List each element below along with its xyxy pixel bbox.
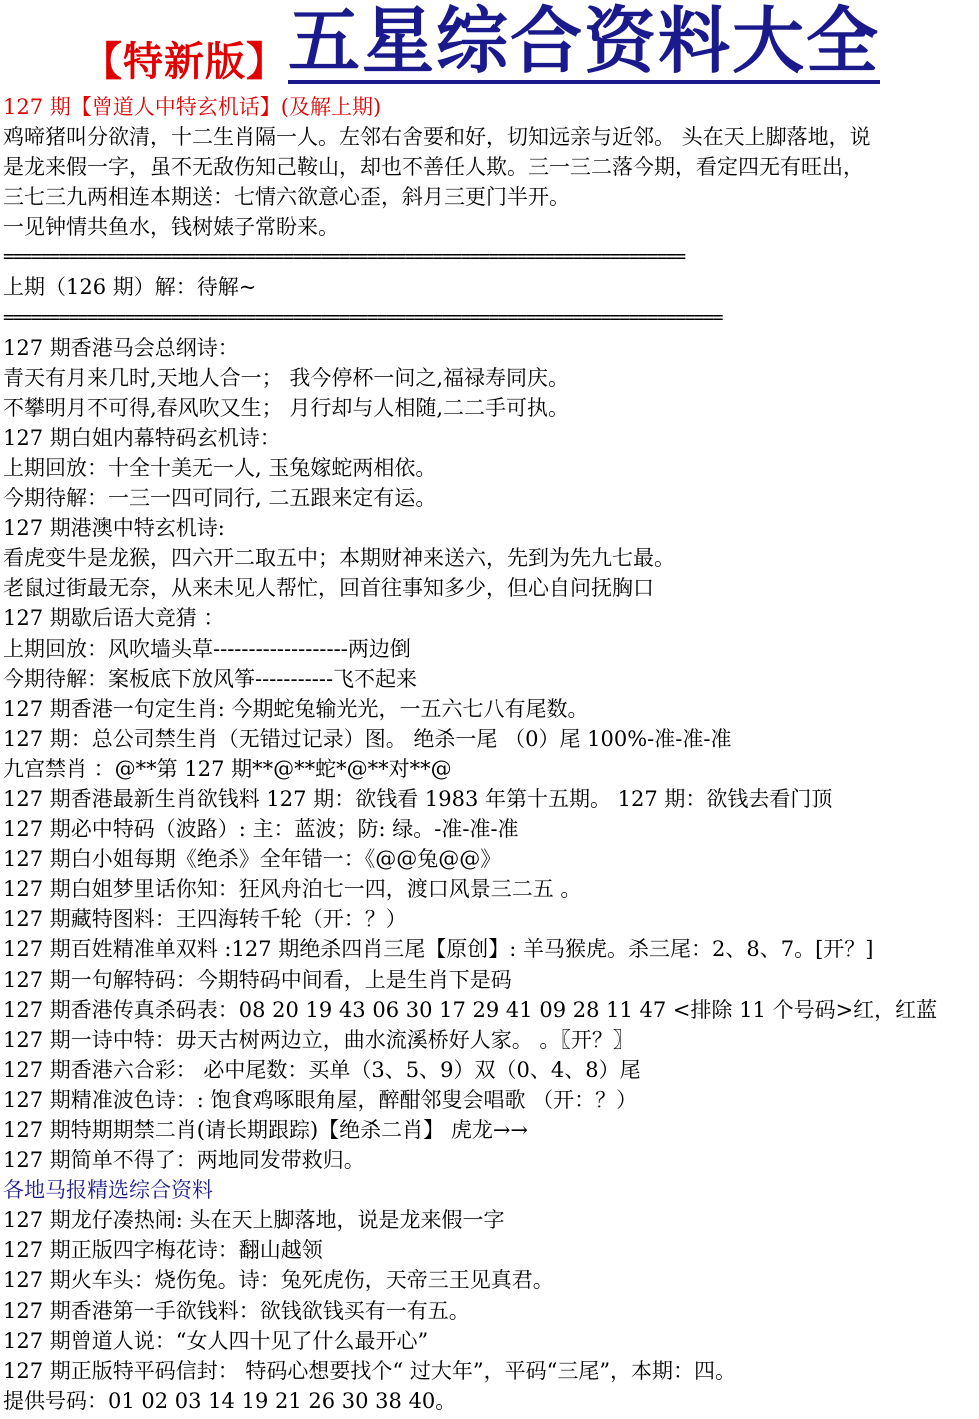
section-heading: 各地马报精选综合资料 [3, 1178, 213, 1203]
list-item: 上期回放：十全十美无一人, 玉兔嫁蛇两相依。 [3, 455, 437, 480]
list-item: 127 期白小姐每期《绝杀》全年错一：《@@兔@@》 [3, 847, 502, 872]
header [0, 0, 979, 92]
list-item: 127 期精准波色诗：: 饱食鸡啄眼角屋，醉酣邻叟会唱歌 （开：？） [3, 1087, 638, 1112]
list-item: 127 期正版四字梅花诗：翻山越领 [3, 1238, 323, 1263]
list-item: 127 期香港第一手欲钱料：欲钱欲钱买有一有五。 [3, 1298, 470, 1323]
zeng-line: 鸡啼猪叫分欲清，十二生肖隔一人。左邻右舍要和好，切知远亲与近邻。 头在天上脚落地，说 [3, 125, 871, 150]
list-item: 今期待解：一三一四可同行, 二五跟来定有运。 [3, 486, 437, 511]
list-item: 127 期歇后语大竞猜 ： [3, 606, 225, 631]
list-item: 127 期正版特平码信封： 特码心想要找个“ 过大年”，平码“三尾”，本期：四。 [3, 1358, 737, 1383]
list-item: 127 期藏特图料：王四海转千轮（开：？） [3, 907, 407, 932]
list-item: 127 期必中特码（波路）: 主：蓝波；防: 绿。-准-准-准 [3, 817, 519, 842]
list-item: 127 期百姓精准单双料 :127 期绝杀四肖三尾【原创】: 羊马猴虎。杀三尾：2、8、7。[开？] [3, 937, 874, 962]
last-issue-line: 上期（126 期）解：待解~ [3, 275, 257, 300]
list-item: 127 期香港最新生肖欲钱料 127 期：欲钱看 1983 年第十五期。 127 期：欲钱去看门顶 [3, 786, 833, 811]
list-item: 127 期白姐内幕特码玄机诗： [3, 425, 281, 450]
list-item: 老鼠过街最无奈，从来未见人帮忙，回首往事知多少，但心自问抚胸口 [3, 576, 654, 601]
list-item: 127 期一句解特码：今期特码中间看，上是生肖下是码 [3, 967, 512, 992]
zeng-heading: 127 期【曾道人中特玄机话】(及解上期) [3, 95, 382, 119]
separator: ============================================================================= [3, 306, 722, 328]
zeng-line: 是龙来假一字，虽不无敌伤知己鞍山，却也不善任人欺。三一三二落今期，看定四无有旺出， [3, 155, 864, 180]
zeng-line: 三七三九两相连本期送：七情六欲意心歪，斜月三更门半开。 [3, 185, 570, 210]
edition-badge: 【特新版】 [82, 38, 287, 85]
list-item: 127 期一诗中特：毋天古树两边立，曲水流溪桥好人家。 。〖开？〗 [3, 1027, 634, 1052]
list-item: 提供号码：01 02 03 14 19 21 26 30 38 40。 [3, 1388, 457, 1413]
list-item: 127 期香港传真杀码表：08 20 19 43 06 30 17 29 41 09 28 11 47 <排除 11 个号码>红，红蓝 [3, 997, 938, 1022]
list-item: 127 期白姐梦里话你知：狂风舟泊七一四，渡口风景三二五 。 [3, 877, 582, 902]
list-item: 127 期龙仔凑热闹: 头在天上脚落地，说是龙来假一字 [3, 1208, 505, 1233]
document-body [3, 92, 978, 1416]
list-item: 127 期曾道人说：“女人四十见了什么最开心” [3, 1328, 429, 1353]
page-title: 五星综合资料大全 [288, 0, 881, 83]
items2-list [3, 1205, 978, 1416]
list-item: 127 期简单不得了：两地同发带救归。 [3, 1148, 365, 1173]
list-item: 127 期香港马会总纲诗： [3, 335, 239, 360]
zeng-line: 一见钟情共鱼水，钱树婊子常盼来。 [3, 215, 339, 240]
list-item: 不攀明月不可得,春风吹又生； 月行却与人相随,二二手可执。 [3, 395, 570, 420]
items-list [3, 333, 978, 1176]
list-item: 九宫禁肖 ：@**第 127 期**@**蛇*@**对**@ [3, 756, 452, 781]
list-item: 127 期香港一句定生肖: 今期蛇兔输光光，一五六七八有尾数。 [3, 696, 589, 721]
list-item: 127 期特期期禁二肖(请长期跟踪)【绝杀二肖】 虎龙→→ [3, 1118, 529, 1142]
list-item: 上期回放：风吹墙头草-------------------两边倒 [3, 636, 411, 661]
list-item: 看虎变牛是龙猴，四六开二取五中；本期财神来送六，先到为先九七最。 [3, 546, 675, 571]
list-item: 127 期：总公司禁生肖（无错过记录）图。 绝杀一尾 （0）尾 100%-准-准-准 [3, 726, 732, 751]
list-item: 127 期港澳中特玄机诗: [3, 516, 225, 541]
list-item: 127 期火车头：烧伤兔。诗：兔死虎伤，天帝三王见真君。 [3, 1268, 554, 1293]
separator: ========================================================================= [3, 246, 685, 268]
list-item: 今期待解：案板底下放风筝-----------飞不起来 [3, 666, 418, 691]
list-item: 127 期香港六合彩： 必中尾数：买单（3、5、9）双（0、4、8）尾 [3, 1057, 641, 1082]
list-item: 青天有月来几时,天地人合一； 我今停杯一问之,福禄寿同庆。 [3, 365, 570, 390]
